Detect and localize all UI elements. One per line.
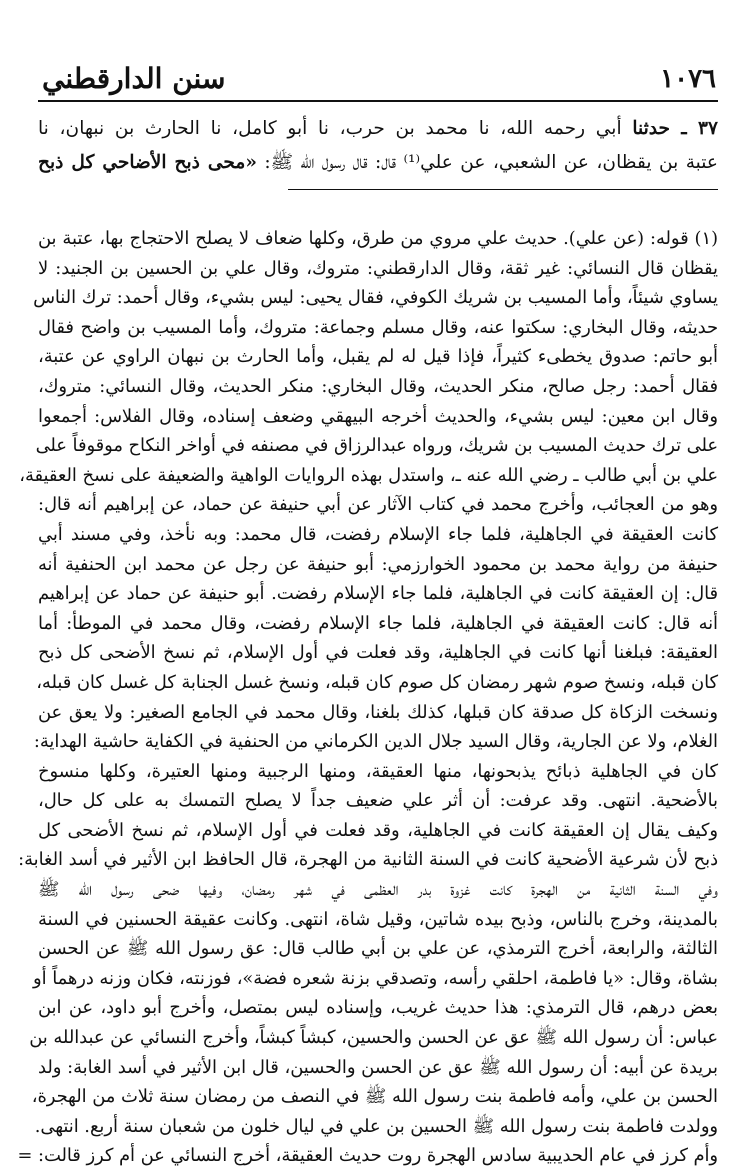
footnote-line: وقال ابن معين: ليس بشيء، والحديث أخرجه البيهقي وضعف إسناده، وقال الفلاس: أجمعوا — [38, 405, 718, 427]
book-title: سنن الدارقطني — [42, 62, 226, 95]
header-rule — [38, 100, 718, 102]
footnote-line: وولدت فاطمة بنت رسول الله ﷺ الحسين بن علي في ليال خلون من شعبان سنة أربع. انتهى. — [34, 1115, 718, 1137]
footnote-line: الثالثة، والرابعة، أخرج الترمذي، عن علي بن أبي طالب قال: عق رسول الله ﷺ عن الحسن — [38, 938, 718, 960]
footnote-line: بالمدينة، وخرج بالناس، وذبح بيده شاتين، وقيل شاة، انتهى. وكانت عقيقة الحسنين في السنة — [38, 908, 718, 930]
main-text: أبي رحمه الله، نا محمد بن حرب، نا أبو كامل، نا الحارث بن نبهان، نا — [38, 118, 633, 139]
footnote-line: (١) قوله: (عن علي). حديث علي مروي من طرق، وكلها ضعاف لا يصلح الاحتجاج بها، عتبة بن — [38, 228, 718, 249]
footnote-line: كان في الجاهلية ذبائح يذبحونها، منها العقيقة، ومنها الرجبية ومنها العتيرة، وكلها منسوخ — [38, 760, 718, 782]
footnotes — [17, 224, 718, 1171]
page-number: ١٠٧٦ — [660, 64, 716, 94]
footnote-line: الحسن بن علي، وأمه فاطمة بنت رسول الله ﷺ في النصف من رمضان سنة ثلاث من الهجرة، — [31, 1086, 718, 1108]
footnote-line: على ترك حديث المسيب بن شريك، ورواه عبدالرزاق في مصنفه في أواخر النكاح موقوفاً على — [35, 435, 718, 457]
footnote-line: يساوي شيئاً، وأما المسيب بن شريك الكوفي، فقال يحيى: ليس بشيء، وقال أحمد: ترك الناس — [33, 287, 718, 309]
footnote-line: عباس: أن رسول الله ﷺ عق عن الحسن والحسين، كبشاً كبشاً، وأخرج النسائي عن عبدالله بن — [29, 1027, 718, 1049]
footnote-line: أنه قال: كانت العقيقة في الجاهلية، فلما جاء الإسلام رفضت، وقال محمد في الموطأ: أما — [38, 612, 718, 634]
footnote-line: قال: إن العقيقة كانت في الجاهلية، فلما جاء الإسلام رفضت. أبو حنيفة عن حماد عن إبراهيم — [38, 583, 718, 605]
footnote-line: بريدة عن أبيه: أن رسول الله ﷺ عق عن الحسن والحسين، قال ابن الأثير في أسد الغابة: ولد — [38, 1056, 718, 1078]
footnote-line: يقظان قال النسائي: غير ثقة، وقال الدارقطني: متروك، وقال علي بن الحسين بن الجنيد: لا — [38, 257, 718, 279]
footnote-line: بعض درهم، قال الترمذي: هذا حديث غريب، وإسناده ليس بمتصل، وأخرج أبو داود، عن ابن — [38, 997, 718, 1019]
footnote-line: أبو حاتم: صدوق يخطىء كثيراً، فإذا قيل له لم يقبل، وأما الحارث بن نبهان الراوي عن عتبة، — [38, 346, 718, 368]
main-line — [38, 146, 718, 180]
hadith-quote: «محى ذبح الأضاحي كل ذبح — [38, 152, 258, 173]
footnote-line: وأم كرز في عام الحديبية سادس الهجرة روت حديث العقيقة، أخرج النسائي عن أم كرز قالت: = — [17, 1145, 718, 1167]
page — [17, 0, 718, 1167]
footnote-line: فقال أحمد: رجل صالح، منكر الحديث، وقال البخاري: منكر الحديث، وقال النسائي: متروك، — [38, 375, 718, 397]
footnote-line: وفي السنة الثانية من الهجرة كانت غزوة بدر العظمى في شهر رمضان، وفيها ضحى رسول الله ﷺ — [38, 879, 718, 901]
footnote-line: كان قبله، ونسخ صوم شهر رمضان كل صوم كان قبله، ونسخ غسل الجنابة كل غسل كان قبله، — [36, 671, 718, 693]
main-line — [38, 112, 718, 146]
hadith-number: ٣٧ ـ حدثنا — [632, 118, 718, 139]
footnote-line: الغلام، ولا عن الجارية، وقال السيد جلال الدين الكرماني من الحنفية في الكفاية حاشية الهداية: — [33, 731, 718, 753]
footnote-line: كانت العقيقة في الجاهلية، فلما جاء الإسلام رفضت، قال محمد: وبه نأخذ، وفي مسند أبي — [38, 523, 718, 545]
footnote-separator — [288, 189, 718, 190]
page-header — [38, 62, 718, 102]
footnote-line: العقيقة: فبلغنا أنها كانت في الجاهلية، وقد فعلت في أول الإسلام، ثم نسخ الأضحى كل ذبح — [38, 642, 718, 664]
footnote-line: ذبح لأن شرعية الأضحية كانت في السنة الثانية من الهجرة، قال الحافظ ابن الأثير في أسد الغابة: — [18, 849, 718, 871]
footnote-line: علي بن أبي طالب ـ رضي الله عنه ـ، واستدل بهذه الروايات الواهية والضعيفة على نسخ العقيقة، — [19, 464, 718, 486]
footnote-line: وكيف يقال إن العقيقة كانت في الجاهلية، وقد فعلت في أول الإسلام، ثم نسخ الأضحى كل — [38, 819, 718, 841]
footnote-line: بشاة، وقال: «يا فاطمة، احلقي رأسه، وتصدقي بزنة شعره فضة»، فوزنته، فكان وزنه درهماً أو — [33, 967, 718, 989]
footnote-line: حديثه، وقال البخاري: سكتوا عنه، وقال مسلم وجماعة: متروك، وأما المسيب بن واضح فقال — [38, 316, 718, 338]
footnote-line: حنيفة من رواية محمد بن محمود الخوارزمي: أبو حنيفة عن رجل عن محمد ابن الحنفية أنه — [38, 553, 718, 575]
footnote-line: وهو من العجائب، وأخرج محمد في كتاب الآثار عن أبي حنيفة عن حماد، عن إبراهيم أنه قال: — [38, 494, 718, 516]
hadith-text — [38, 112, 718, 180]
footnote-line: ونسخت الزكاة كل صدقة كان قبلها، كذلك بلغنا، وقال محمد في الجامع الصغير: ولا يعق عن — [38, 701, 718, 723]
main-text: عتبة بن يقظان، عن الشعبي، عن علي⁽¹⁾ قال: قال رسول الله ﷺ: — [257, 152, 718, 173]
footnote-line: بالأضحية. انتهى. وقد عرفت: أن أثر علي ضعيف جداً لا يصلح التمسك به على كل حال، — [38, 790, 718, 812]
